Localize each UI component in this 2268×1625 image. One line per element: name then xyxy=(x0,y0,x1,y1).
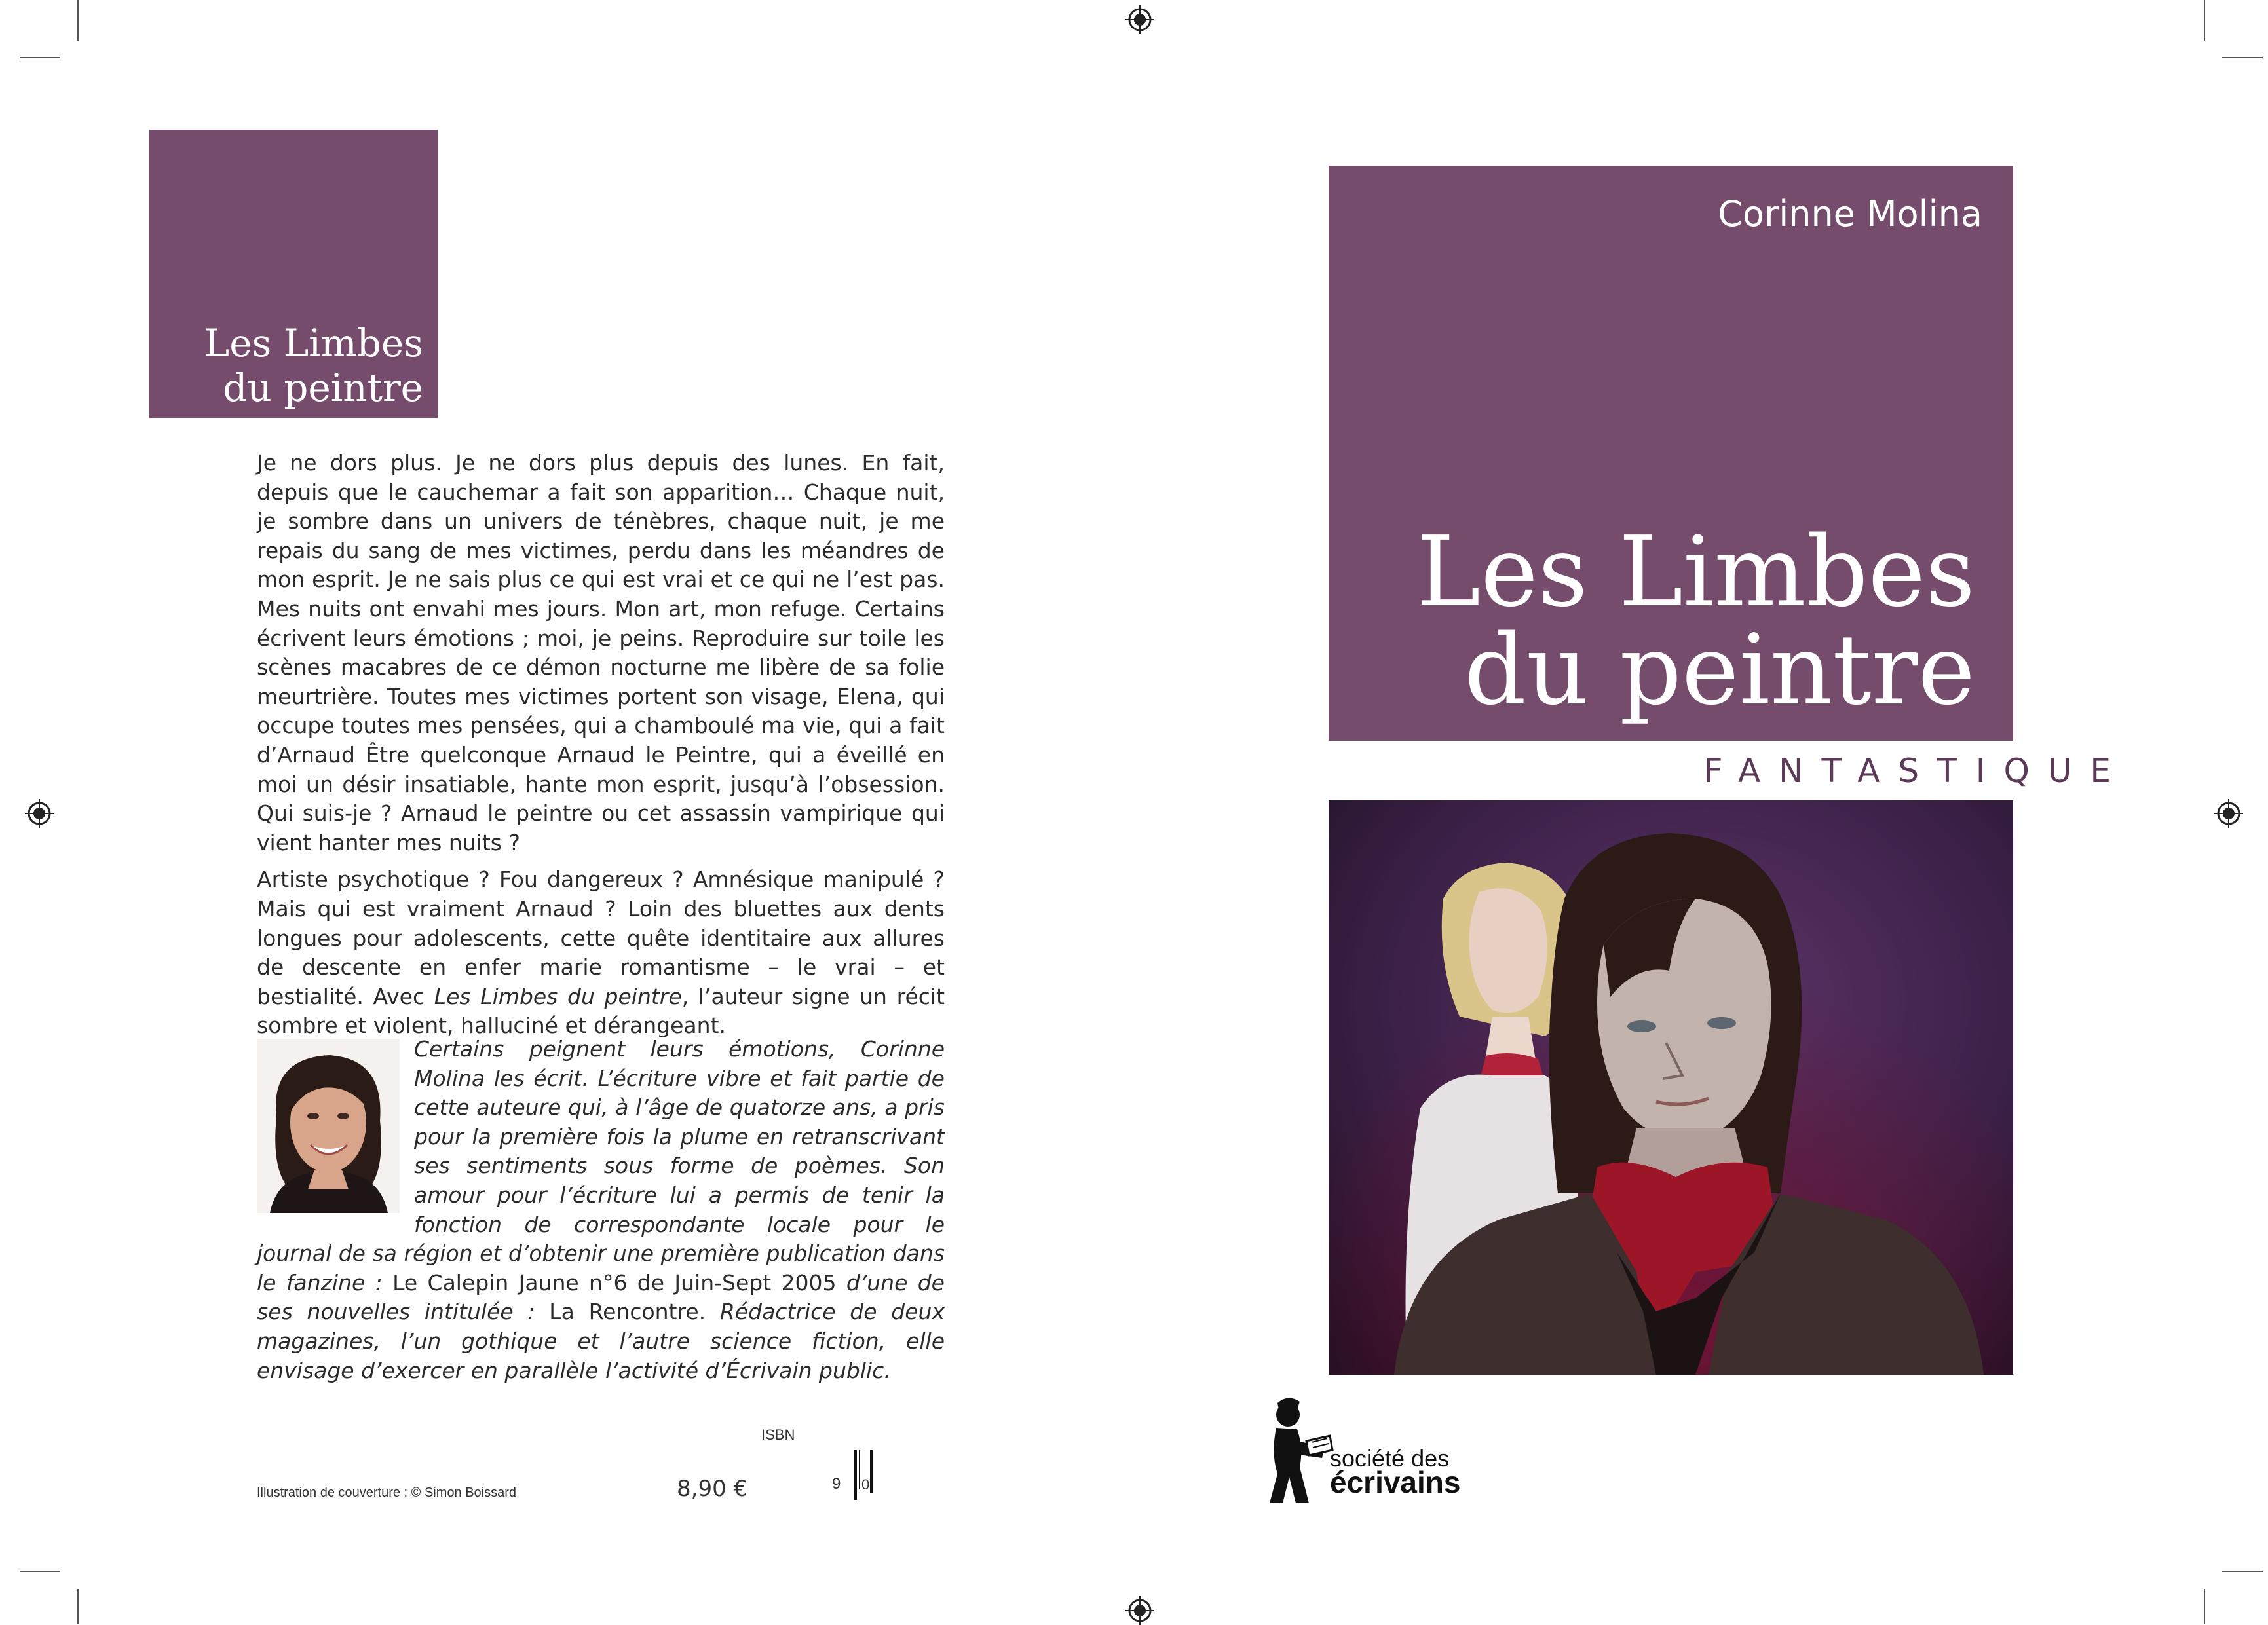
cover-illustration xyxy=(1329,800,2013,1375)
isbn-label: ISBN xyxy=(761,1427,795,1443)
blurb-paragraph-2: Artiste psychotique ? Fou dangereux ? Amnésique manipulé ? Mais qui est vraiment Arnaud ? Loin des bluettes aux dents longues pour adolescents, cette quête identitaire aux allures de descente en enfer marie romantisme – le vrai – et bestialité. Avec Les Limbes du peintre, l’auteur signe un récit sombre et violent, halluciné et dérangeant. xyxy=(257,867,945,1039)
crop-mark xyxy=(20,57,60,58)
author-photo xyxy=(257,1039,400,1213)
crop-mark xyxy=(2204,0,2205,41)
publisher-reader-icon xyxy=(1258,1395,1336,1503)
author-bio: Certains peignent leurs émotions, Corinne Molina les écrit. L’écriture vibre et fait partie de cette auteure qui, à l’âge de quatorze ans, a pris pour la première fois la plume en retranscrivant ses sentiments sous forme de poèmes. Son amour pour l’écriture lui a permis de tenir la fonction de correspondante locale pour le journal de sa région et d’obtenir une première publication dans le fanzine : Le Calepin Jaune n°6 de Juin-Sept 2005 d’une de ses nouvelles intitulée : La Rencontre. Rédactrice de deux magazines, l’un gothique et l’autre science fiction, elle envisage d’exercer en parallèle l’activité d’Écrivain public. xyxy=(257,1036,945,1383)
registration-mark-icon xyxy=(25,799,54,828)
registration-mark-icon xyxy=(2214,799,2243,828)
registration-mark-icon xyxy=(1125,1596,1154,1625)
back-title-line-2: du peintre xyxy=(223,365,423,410)
publisher-logo-text xyxy=(1330,1445,1461,1499)
registration-mark-icon xyxy=(1125,5,1154,34)
blurb-paragraph-1: Je ne dors plus. Je ne dors plus depuis des lunes. En fait, depuis que le cauchemar a fait son apparition… Chaque nuit, je sombre dans un univers de ténèbres, chaque nuit, je me repais du sang de mes victimes, perdu dans les méandres de mon esprit. Je ne sais plus ce qui est vrai et ce qui ne l’est pas. Mes nuits ont envahi mes jours. Mon art, mon refuge. Certains écrivent leurs émotions ; moi, je peins. Reproduire sur toile les scènes macabres de ce démon nocturne me libère de sa folie meurtrière. Toutes mes victimes portent son visage, Elena, qui occupe toutes mes pensées, qui a chamboulé ma vie, qui a fait d’Arnaud Être quelconque Arnaud le Peintre, qui a éveillé en moi un désir insatiable, hante mon esprit, jusqu’à l’obsession. Qui suis-je ? Arnaud le peintre ou cet assassin vampirique qui vient hanter mes nuits ? xyxy=(257,450,945,855)
barcode-digit-9: 9 xyxy=(832,1475,841,1493)
front-title-block xyxy=(1329,166,2013,741)
crop-mark xyxy=(2222,1571,2263,1572)
blurb xyxy=(257,449,945,1049)
barcode-digit-0: 0 xyxy=(861,1476,870,1493)
crop-mark xyxy=(77,1589,79,1624)
illustration-credit: Illustration de couverture : © Simon Boissard xyxy=(257,1485,517,1500)
crop-mark xyxy=(2204,1589,2205,1624)
back-title-line-1: Les Limbes xyxy=(204,321,423,365)
crop-mark xyxy=(20,1571,60,1572)
front-title xyxy=(1416,515,1975,726)
genre-label: FANTASTIQUE xyxy=(1703,752,2129,790)
publisher-line-2: écrivains xyxy=(1330,1465,1461,1499)
crop-mark xyxy=(77,0,79,41)
front-title-line-2: du peintre xyxy=(1464,614,1975,726)
barcode xyxy=(832,1450,878,1501)
front-title-line-1: Les Limbes xyxy=(1416,515,1975,628)
author-name: Corinne Molina xyxy=(1718,193,1982,234)
publisher-line-1: société des xyxy=(1330,1445,1450,1472)
price: 8,90 € xyxy=(677,1476,748,1502)
crop-mark xyxy=(2222,57,2263,58)
back-title-block xyxy=(149,130,438,418)
